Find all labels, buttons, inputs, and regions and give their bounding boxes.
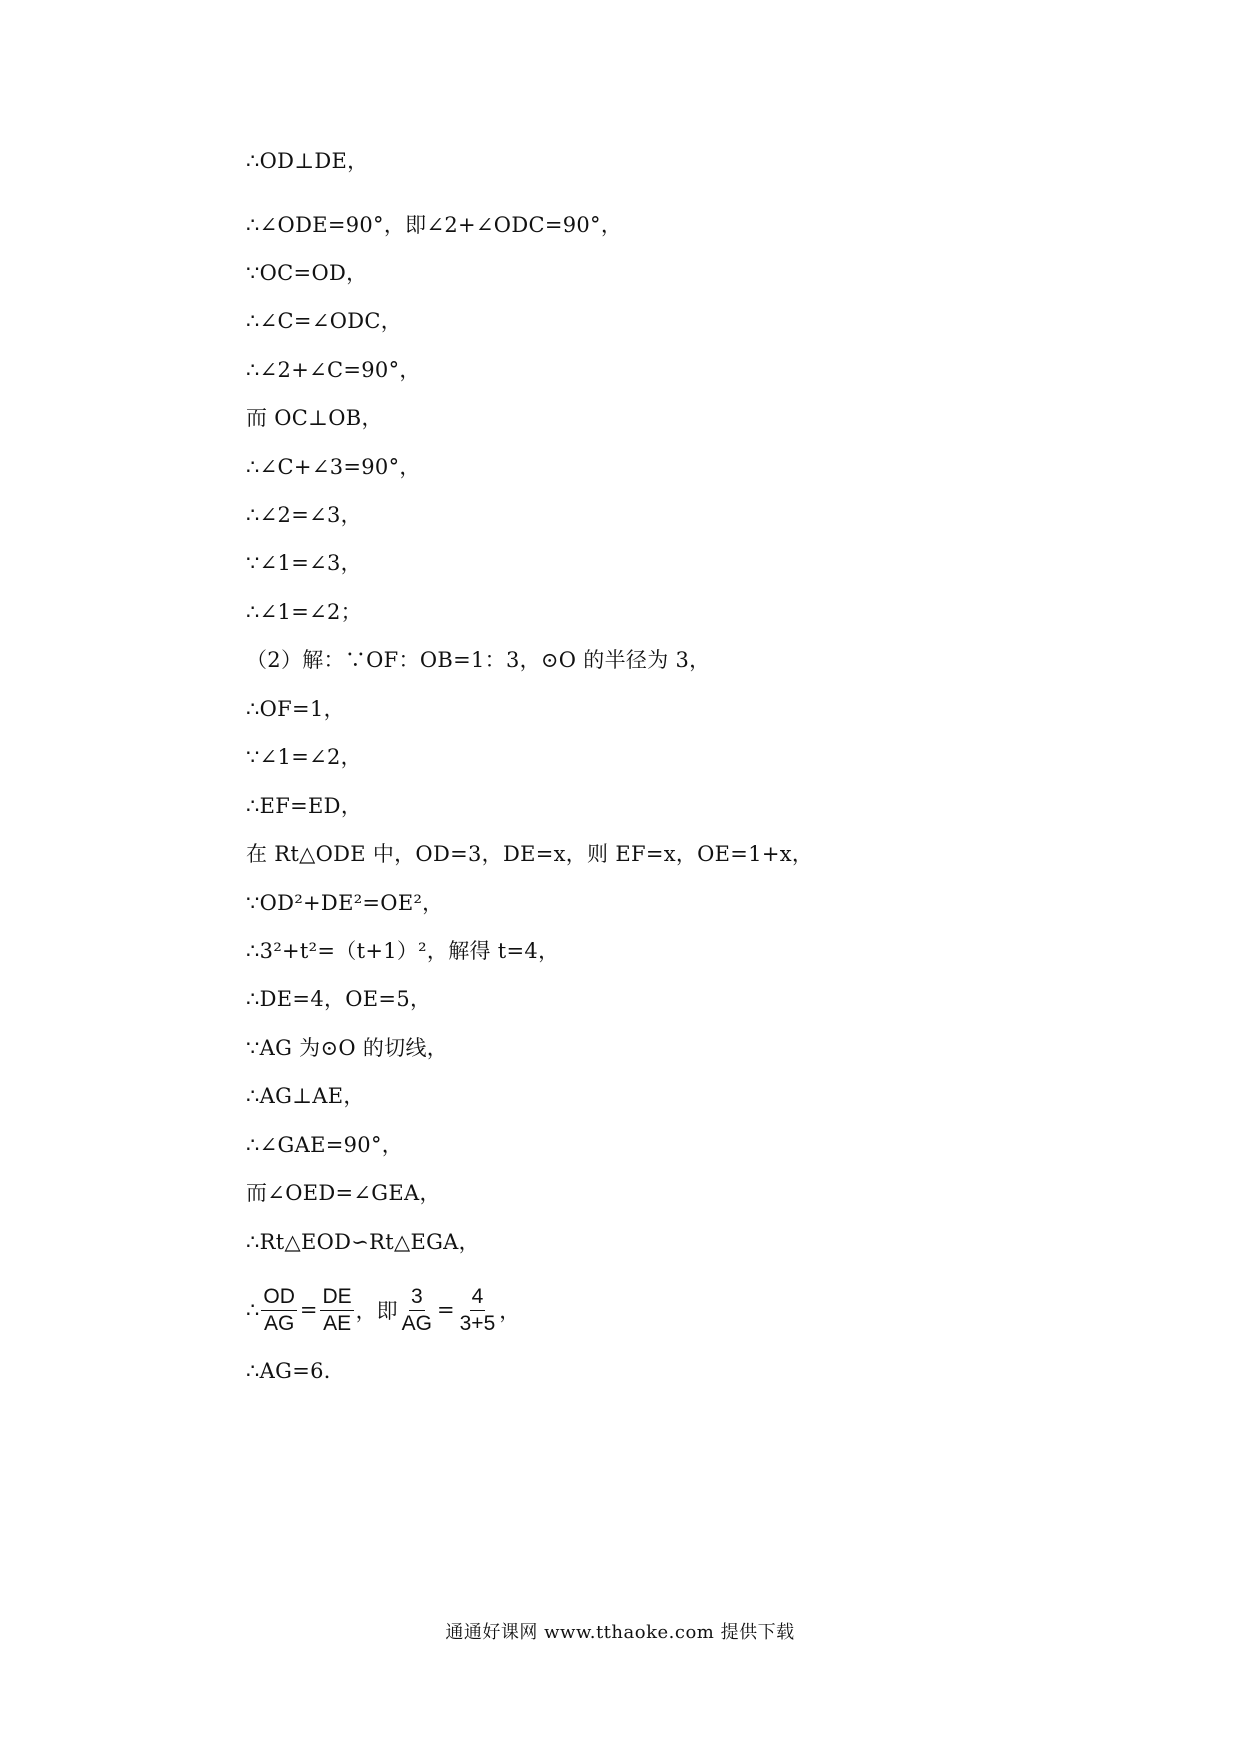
proof-line-18: ∴DE=4，OE=5，	[246, 987, 432, 1011]
fraction-prefix: ∴	[246, 1298, 260, 1322]
proof-line-15: 在 Rt△ODE 中，OD=3，DE=x，则 EF=x，OE=1+x，	[246, 842, 814, 866]
proof-line-3: ∵OC=OD，	[246, 261, 368, 285]
proof-line-1: ∴OD⊥DE，	[246, 149, 369, 173]
fraction-suffix: ，	[499, 1299, 521, 1323]
fraction-denominator: AG	[401, 1311, 433, 1335]
proof-line-10: ∴∠1=∠2；	[246, 600, 362, 624]
fraction-denominator: 3+5	[459, 1311, 496, 1335]
equals-sign: =	[437, 1298, 455, 1322]
proof-line-19: ∵AG 为⊙O 的切线，	[246, 1036, 449, 1060]
proof-line-20: ∴AG⊥AE，	[246, 1084, 365, 1108]
proof-line-7: ∴∠C+∠3=90°，	[246, 455, 421, 479]
proof-line-14: ∴EF=ED，	[246, 794, 363, 818]
fraction-numerator: DE	[320, 1285, 353, 1311]
equals-sign: =	[299, 1298, 318, 1322]
final-answer-line: ∴AG=6．	[246, 1359, 346, 1383]
fraction-numerator: 4	[470, 1285, 486, 1311]
proof-line-16: ∵OD²+DE²=OE²，	[246, 891, 444, 915]
proof-line-4: ∴∠C=∠ODC，	[246, 309, 403, 333]
solution-part2-line: （2）解：∵OF：OB=1：3，⊙O 的半径为 3，	[246, 648, 711, 672]
fraction-numerator: OD	[261, 1285, 297, 1311]
fraction-middle-text: ，即	[355, 1299, 398, 1323]
proof-line-2: ∴∠ODE=90°，即∠2+∠ODC=90°，	[246, 213, 623, 237]
proof-line-13: ∵∠1=∠2，	[246, 745, 362, 769]
fraction-3-ag	[400, 1285, 434, 1336]
proof-line-8: ∴∠2=∠3，	[246, 503, 362, 527]
proof-line-17: ∴3²+t²=（t+1）²，解得 t=4，	[246, 939, 560, 963]
proof-line-9: ∵∠1=∠3，	[246, 551, 362, 575]
page-footer: 通通好课网 www.tthaoke.com 提供下载	[445, 1622, 795, 1643]
fraction-denominator: AG	[263, 1311, 295, 1335]
proof-line-5: ∴∠2+∠C=90°，	[246, 358, 421, 382]
proof-line-6: 而 OC⊥OB，	[246, 406, 383, 430]
proof-line-21: ∴∠GAE=90°，	[246, 1133, 404, 1157]
fraction-de-ae	[320, 1285, 353, 1336]
fraction-od-ag	[261, 1285, 297, 1336]
fraction-equation-line	[246, 1282, 520, 1338]
proof-line-23: ∴Rt△EOD∽Rt△EGA，	[246, 1230, 480, 1254]
proof-line-22: 而∠OED=∠GEA，	[246, 1181, 441, 1205]
fraction-denominator: AE	[323, 1311, 352, 1335]
proof-line-12: ∴OF=1，	[246, 697, 345, 721]
fraction-numerator: 3	[409, 1285, 425, 1311]
fraction-4-3plus5	[458, 1285, 498, 1336]
